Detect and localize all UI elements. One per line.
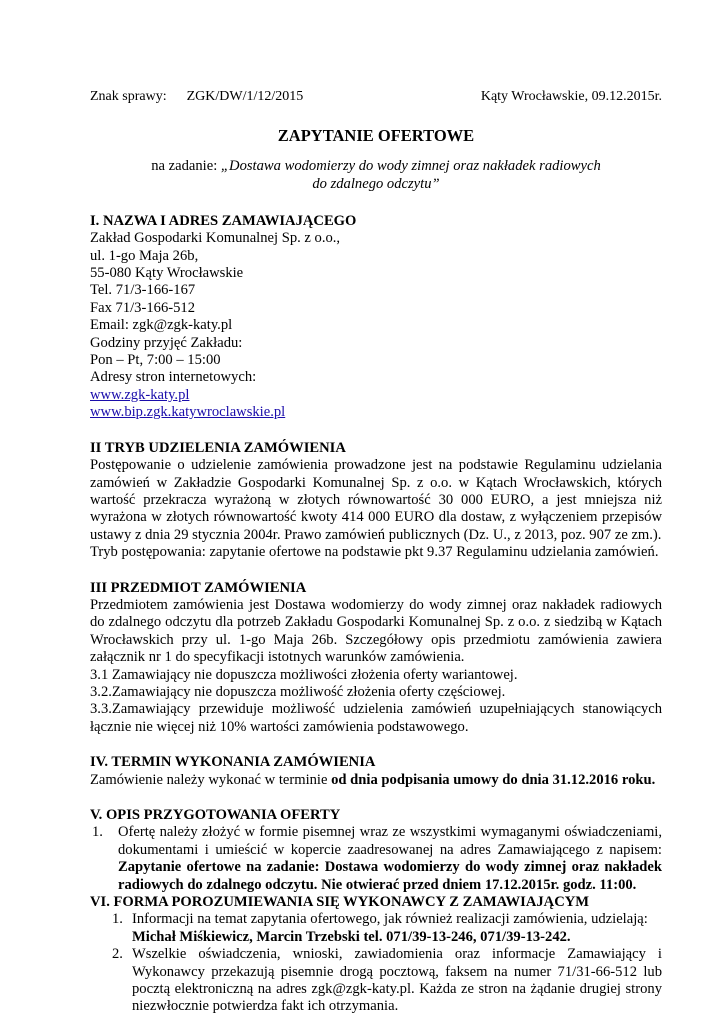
list-item-bold: Michał Miśkiewicz, Marcin Trzebski tel. 071/39-13-246, 071/39-13-242. — [132, 928, 571, 945]
document-header — [90, 88, 662, 105]
section-communication — [90, 894, 662, 1016]
section-heading: II TRYB UDZIELENIA ZAMÓWIENIA — [90, 439, 346, 456]
address-line: ul. 1-go Maja 26b, — [90, 247, 199, 264]
office-hours-label: Godziny przyjęć Zakładu: — [90, 334, 243, 351]
list-number: 2. — [112, 946, 123, 963]
subject-line-1: „Dostawa wodomierzy do wody zimnej oraz nakładek radiowych — [220, 157, 601, 174]
list-item-bold: Zapytanie ofertowe na zadanie: Dostawa wodomierzy do wody zimnej oraz nakładek radiowych do zdalnego odczytu. Nie otwierać przed dniem 17.12.2015r. godz. 11:00. — [118, 859, 662, 893]
case-reference-label: Znak sprawy: — [90, 89, 167, 104]
address-line: 55-080 Kąty Wrocławskie — [90, 265, 244, 282]
list-number: 1. — [92, 824, 103, 841]
office-hours: Pon – Pt, 7:00 – 15:00 — [90, 352, 221, 369]
list-item-text: Ofertę należy złożyć w formie pisemnej wraz ze wszystkimi wymaganymi oświadczeniami, dokumentami i umieścić w kopercie zaadresowanej na adres Zamawiającego z napisem: — [118, 824, 662, 858]
website-link[interactable]: www.zgk-katy.pl — [90, 386, 190, 403]
list-item — [90, 824, 662, 894]
list-item — [90, 946, 662, 1016]
subject-line-2: do zdalnego odczytu” — [312, 175, 440, 192]
subject-paragraph: Przedmiotem zamówienia jest Dostawa wodomierzy do wody zimnej oraz nakładek radiowych do zdalnego odczytu dla potrzeb Zakładu Gospodarki Komunalnej Sp. z o.o. z siedzibą w Kątach Wrocławskich przy ul. 1-go Maja 26b. Szczegółowy opis przedmiotu zamówienia zawiera załącznik nr 1 do specyfikacji istotnych warunków zamówienia. — [90, 596, 662, 666]
authority-address — [90, 230, 662, 421]
deadline-paragraph — [90, 772, 662, 789]
place-and-date: Kąty Wrocławskie, 09.12.2015r. — [480, 89, 662, 104]
deadline-text: Zamówienie należy wykonać w terminie — [90, 771, 332, 788]
case-reference — [90, 88, 303, 105]
section-contracting-authority — [90, 213, 662, 422]
offer-list — [90, 824, 662, 894]
document-title: ZAPYTANIE OFERTOWE — [277, 126, 475, 146]
section-offer-preparation — [90, 807, 662, 894]
section-heading: III PRZEDMIOT ZAMÓWIENIA — [90, 579, 307, 596]
list-item-text: Informacji na temat zapytania ofertowego, jak również realizacji zamówienia, udzielają: — [132, 911, 648, 928]
section-heading: V. OPIS PRZYGOTOWANIA OFERTY — [90, 807, 341, 823]
clause-3-3: 3.3.Zamawiający przewiduje możliwość udzielenia zamówień uzupełniających stanowiących łącznie nie więcej niż 10% wartości zamówienia podstawowego. — [90, 701, 662, 735]
document-page — [90, 88, 662, 1016]
section-subject-of-order — [90, 580, 662, 737]
clause-3-2: 3.2.Zamawiający nie dopuszcza możliwość złożenia oferty częściowej. — [90, 683, 506, 700]
section-procedure — [90, 440, 662, 562]
phone-line: Tel. 71/3-166-167 — [90, 282, 196, 299]
section-heading: IV. TERMIN WYKONANIA ZAMÓWIENIA — [90, 754, 376, 771]
clause-3-1: 3.1 Zamawiający nie dopuszcza możliwości złożenia oferty wariantowej. — [90, 666, 518, 683]
fax-line: Fax 71/3-166-512 — [90, 299, 195, 316]
section-heading: I. NAZWA I ADRES ZAMAWIAJĄCEGO — [90, 212, 357, 229]
bip-website-link[interactable]: www.bip.zgk.katywroclawskie.pl — [90, 404, 286, 421]
list-item — [90, 911, 662, 946]
address-line: Zakład Gospodarki Komunalnej Sp. z o.o., — [90, 230, 341, 247]
list-item-text: Wszelkie oświadczenia, wnioski, zawiadomienia oraz informacje Zamawiający i Wykonawcy przekazują pisemnie drogą pocztową, faksem na numer 71/31-66-512 lub pocztą elektroniczną na adres zgk@zgk-katy.pl. Każda ze stron na żądanie drugiej strony niezwłocznie potwierdza fakt ich otrzymania. — [132, 946, 662, 1015]
procedure-paragraph: Postępowanie o udzielenie zamówienia prowadzone jest na podstawie Regulaminu udzielania zamówień w Zakładzie Gospodarki Komunalnej Sp. z o.o. w Kątach Wrocławskich, których wartość przekracza wyrażoną w złotych równowartość 30 000 EURO, a jest mniejsza niż wyrażona w złotych równowartość kwoty 414 000 EURO dla dostaw, z wyłączeniem przepisów ustawy z dnia 29 stycznia 2004r. Prawo zamówień publicznych (Dz. U., z 2013, poz. 907 ze zm.). — [90, 457, 662, 543]
websites-label: Adresy stron internetowych: — [90, 369, 257, 386]
section-deadline — [90, 754, 662, 789]
subject — [90, 157, 662, 193]
section-heading: VI. FORMA POROZUMIEWANIA SIĘ WYKONAWCY Z ZAMAWIAJĄCYM — [90, 894, 590, 911]
email-line: Email: zgk@zgk-katy.pl — [90, 317, 233, 334]
case-reference-value: ZGK/DW/1/12/2015 — [186, 89, 304, 104]
list-number: 1. — [112, 911, 123, 928]
subject-prefix: na zadanie: — [151, 157, 221, 174]
deadline-bold: od dnia podpisania umowy do dnia 31.12.2016 roku. — [331, 771, 656, 788]
procedure-mode: Tryb postępowania: zapytanie ofertowe na podstawie pkt 9.37 Regulaminu udzielania zamówień. — [90, 544, 659, 561]
communication-list — [90, 911, 662, 1015]
